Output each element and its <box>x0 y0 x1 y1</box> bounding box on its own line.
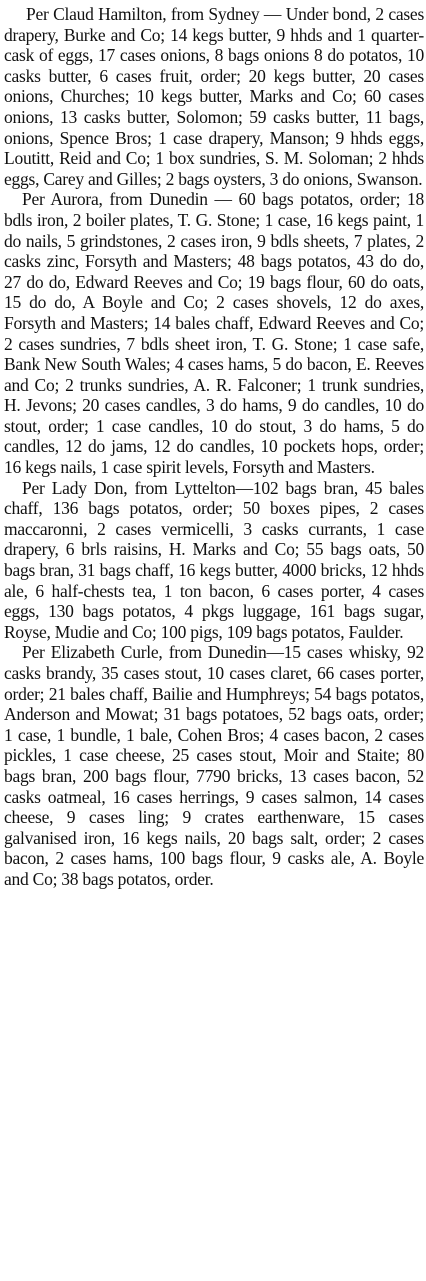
cargo-paragraph-lady-don: Per Lady Don, from Lyttelton—102 bags bran, 45 bales chaff, 136 bags potatos, order; 50 boxes pipes, 2 cases maccaronni, 2 cases vermicelli, 3 casks currants, 1 case drapery, 6 brls raisins, H. Marks and Co; 55 bags oats, 50 bags bran, 31 bags chaff, 16 kegs butter, 4000 bricks, 12 hhds ale, 6 half-chests tea, 1 ton bacon, 6 cases porter, 4 cases eggs, 130 bags potatos, 4 pkgs luggage, 161 bags sugar, Royse, Mudie and Co; 100 pigs, 109 bags potatos, Faulder. <box>4 477 424 642</box>
cargo-paragraph-elizabeth-curle: Per Elizabeth Curle, from Dunedin—15 cases whisky, 92 casks brandy, 35 cases stout, 10 cases claret, 66 cases porter, order; 21 bales chaff, Bailie and Humphreys; 54 bags potatos, Anderson and Mowat; 31 bags potatoes, 52 bags oats, order; 1 case, 1 bundle, 1 bale, Cohen Bros; 4 cases bacon, 2 cases pickles, 1 case cheese, 25 cases stout, Moir and Staite; 80 bags bran, 200 bags flour, 7790 bricks, 13 cases bacon, 52 casks oatmeal, 16 cases herrings, 9 cases salmon, 14 cases cheese, 9 cases ling; 9 crates earthenware, 15 cases galvanised iron, 16 kegs nails, 20 bags salt, order; 2 cases bacon, 2 cases hams, 100 bags flour, 9 casks ale, A. Boyle and Co; 38 bags potatos, order. <box>4 642 424 889</box>
cargo-paragraph-aurora: Per Aurora, from Dunedin — 60 bags potatos, order; 18 bdls iron, 2 boiler plates, T. G. Stone; 1 case, 16 kegs paint, 1 do nails, 5 grindstones, 2 cases iron, 9 bdls sheets, 7 plates, 2 casks zinc, Forsyth and Masters; 48 bags potatos, 43 do do, 27 do do, Edward Reeves and Co; 19 bags flour, 60 do oats, 15 do do, A Boyle and Co; 2 cases shovels, 12 do axes, Forsyth and Masters; 14 bales chaff, Edward Reeves and Co; 2 cases sundries, 7 bdls sheet iron, T. G. Stone; 1 case safe, Bank New South Wales; 4 cases hams, 5 do bacon, E. Reeves and Co; 2 trunks sundries, A. R. Falconer; 1 trunk sundries, H. Jevons; 20 cases candles, 3 do hams, 9 do candles, 10 do stout, order; 1 case candles, 10 do stout, 3 do hams, 5 do candles, 12 do jams, 12 do candles, 10 pockets hops, order; 16 kegs nails, 1 case spirit levels, Forsyth and Masters. <box>4 189 424 478</box>
cargo-paragraph-claud-hamilton: Per Claud Hamilton, from Sydney — Under bond, 2 cases drapery, Burke and Co; 14 kegs butter, 9 hhds and 1 quarter-cask of eggs, 17 cases onions, 8 bags onions 8 do potatos, 10 casks butter, 6 cases fruit, order; 20 kegs butter, 20 cases onions, Churches; 10 kegs butter, Marks and Co; 60 cases onions, 13 casks butter, Solomon; 59 casks butter, 11 bags, onions, Spence Bros; 1 case drapery, Manson; 9 hhds eggs, Loutitt, Reid and Co; 1 box sundries, S. M. Soloman; 2 hhds eggs, Carey and Gilles; 2 bags oysters, 3 do onions, Swanson. <box>4 4 424 189</box>
